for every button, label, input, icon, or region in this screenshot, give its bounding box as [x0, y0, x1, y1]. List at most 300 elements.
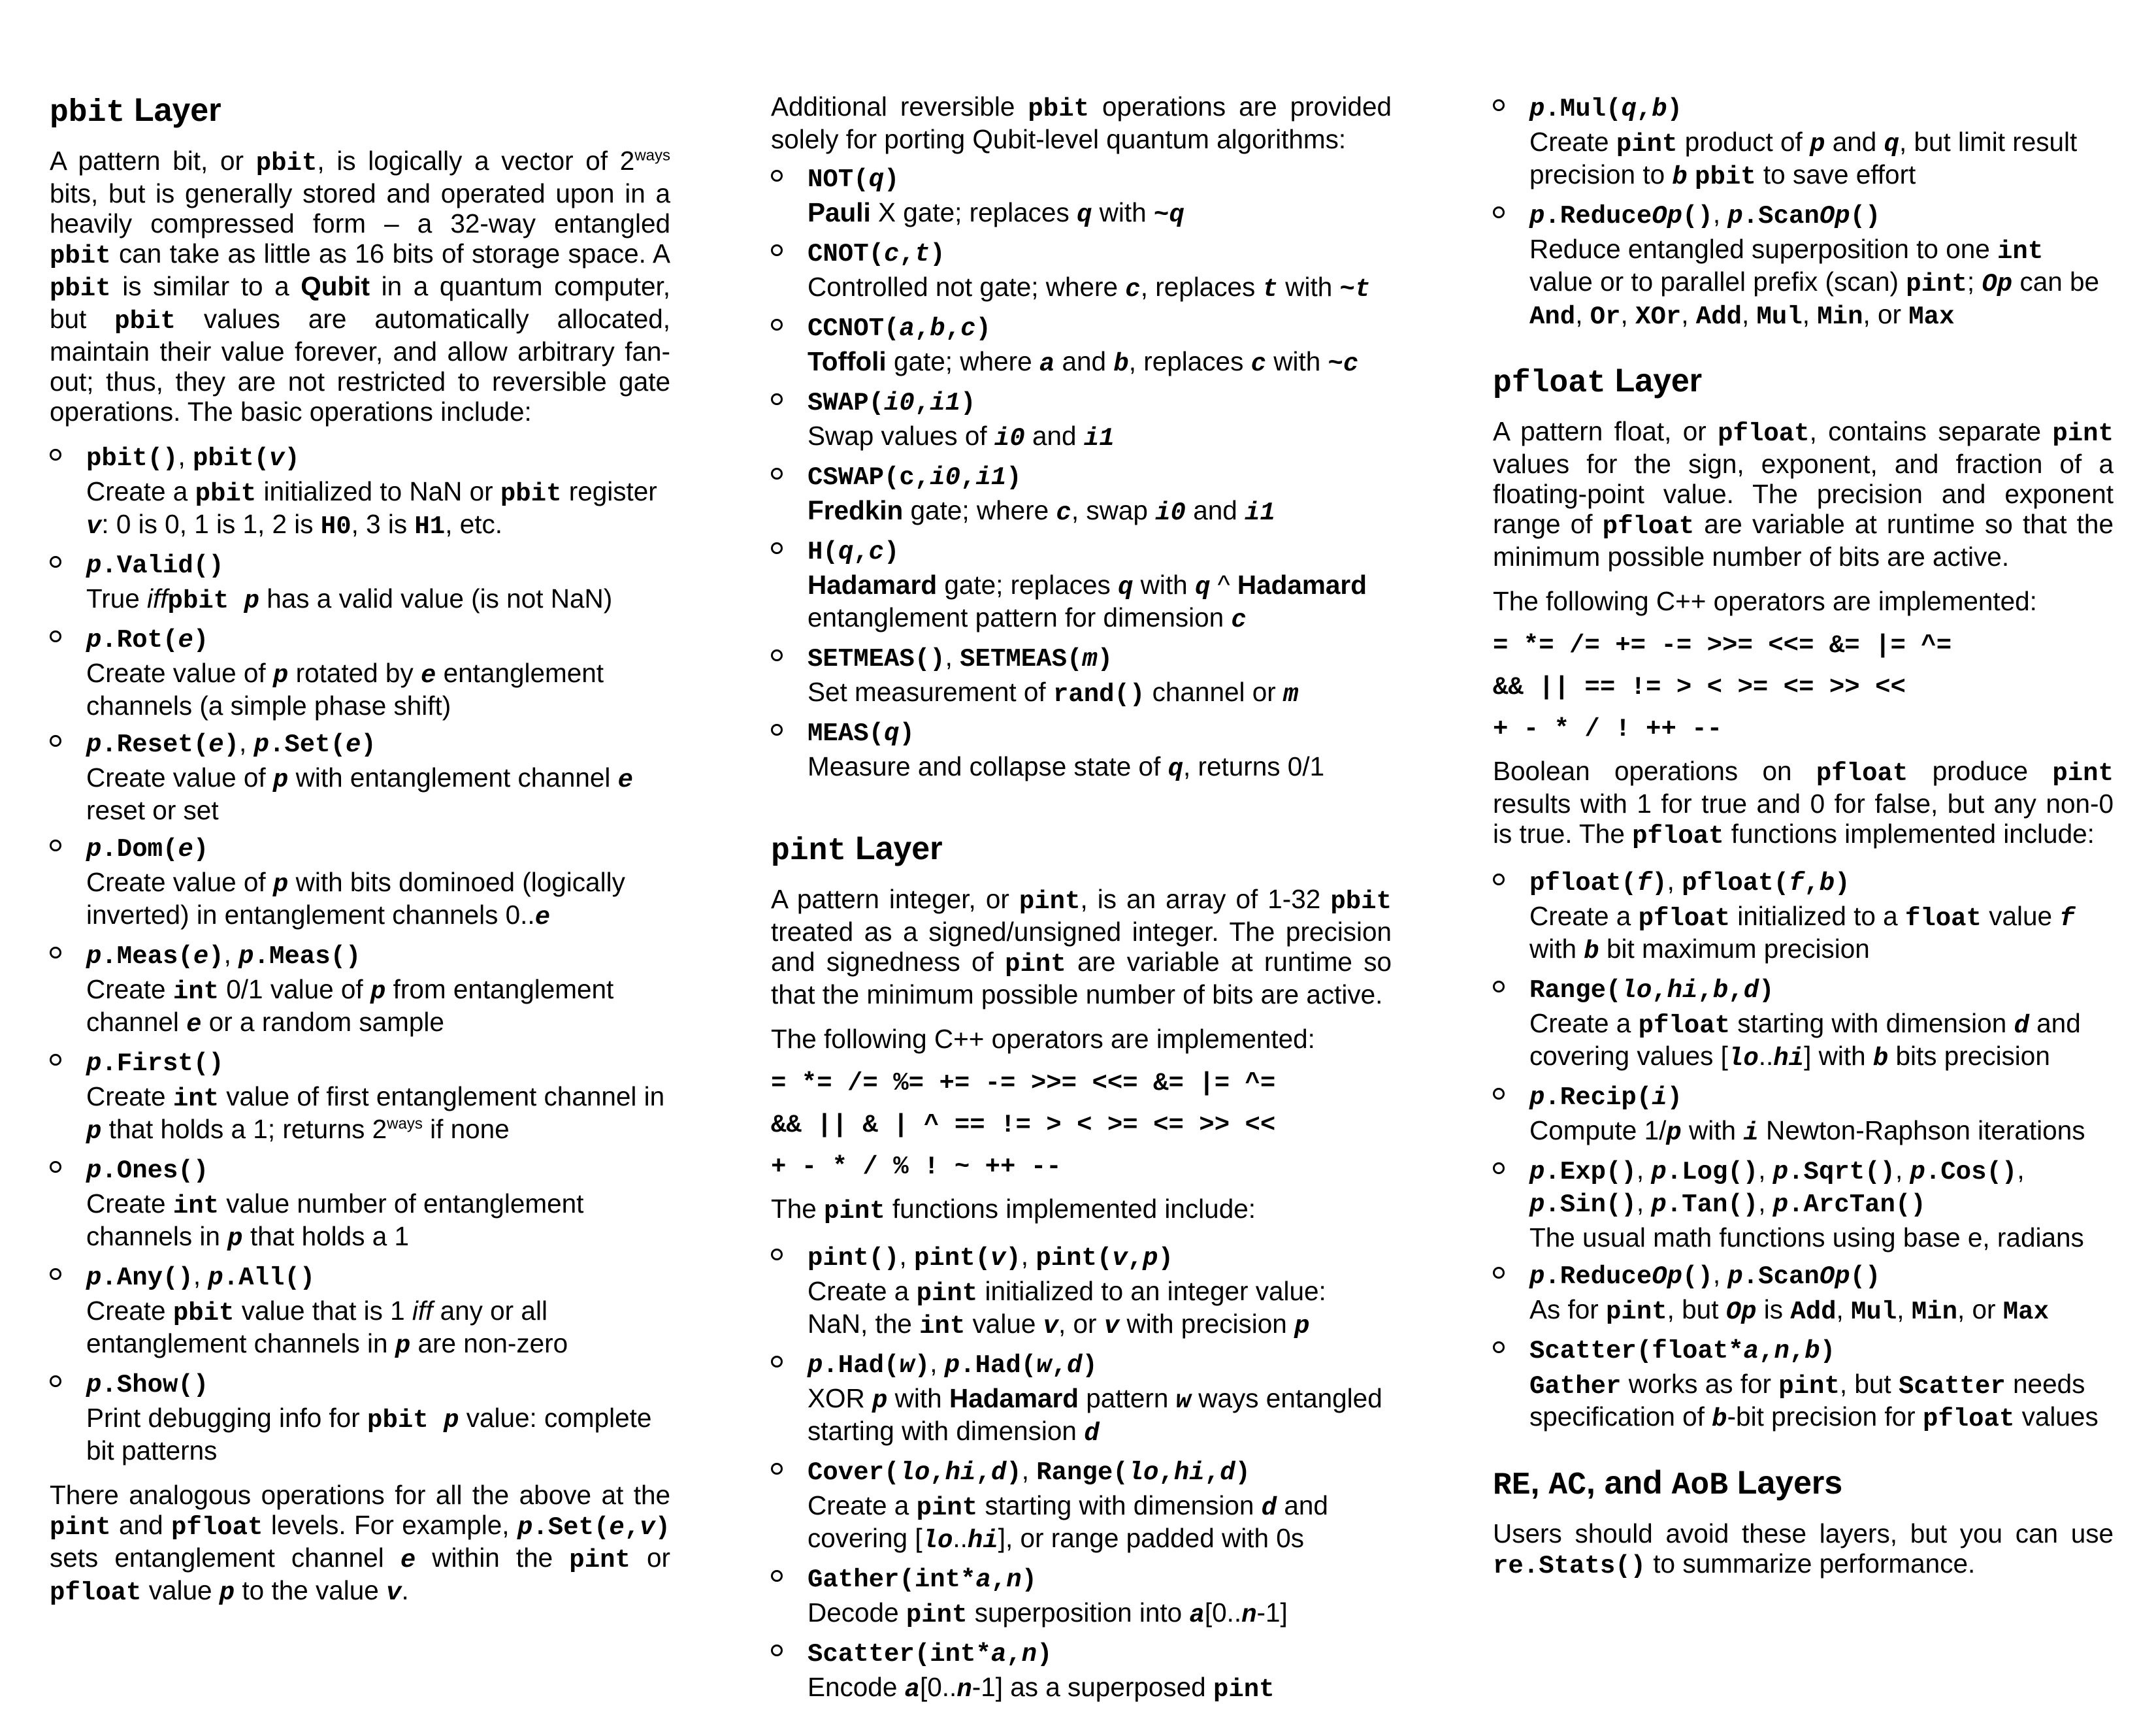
- superscript: ways: [634, 146, 670, 165]
- code-variable: i0: [930, 463, 961, 492]
- code-variable: p: [1529, 1262, 1545, 1291]
- code-text: ): [1820, 1337, 1836, 1366]
- text: X gate; replaces: [870, 197, 1077, 227]
- text: [1688, 159, 1695, 189]
- item-description: [808, 1276, 1392, 1341]
- code-text: .Recip(: [1544, 1083, 1652, 1112]
- code-text: pint: [2052, 419, 2114, 448]
- code-variable: q: [1621, 95, 1637, 123]
- code-text: ,: [1051, 1351, 1068, 1380]
- code-text: .Meas(): [253, 942, 361, 971]
- code-variable: e: [346, 730, 361, 759]
- code-variable: p: [872, 1386, 888, 1415]
- code-text: ,: [1158, 1458, 1174, 1487]
- code-text: CSWAP(c,: [808, 463, 930, 492]
- pfloat-function-list: [1493, 866, 2114, 1434]
- pint-operators-line-3: + - * / % ! ~ ++ --: [771, 1153, 1062, 1181]
- column-pbit: [50, 91, 670, 1622]
- text: to summarize performance.: [1646, 1548, 1976, 1579]
- code-text: ,: [624, 1513, 640, 1542]
- text: values: [2014, 1401, 2099, 1432]
- code-variable: p: [444, 1406, 459, 1435]
- pint-function-list: [771, 1241, 1392, 1705]
- text: are variable at runtime so that the minimum possible number of bits are active.: [771, 947, 1392, 1009]
- code-variable: d: [1067, 1351, 1083, 1380]
- code-text: ~: [1328, 350, 1343, 378]
- code-text: Or: [1590, 303, 1621, 331]
- item-description: [86, 762, 670, 825]
- code-variable: p: [227, 1224, 243, 1253]
- code-text: MEAS(: [808, 719, 885, 748]
- text: Newton-Raphson iterations: [1758, 1115, 2085, 1145]
- code-variable: i0: [994, 424, 1025, 453]
- text: functions implemented include:: [1723, 819, 2095, 849]
- code-variable: e: [208, 730, 224, 759]
- text: and: [1054, 346, 1114, 376]
- code-text: pint: [1778, 1372, 1840, 1401]
- text: and: [1825, 127, 1884, 157]
- text: ] with: [1804, 1041, 1873, 1071]
- code-text: ): [975, 314, 991, 343]
- section-gap: [771, 798, 1392, 830]
- code-variable: c: [1343, 350, 1359, 378]
- item-signature: [86, 441, 670, 474]
- text: -1] as a superposed: [972, 1672, 1213, 1702]
- text: with: [1529, 934, 1584, 964]
- list-item: [771, 162, 1392, 230]
- item-description: [1529, 901, 2114, 966]
- item-signature: [808, 385, 1392, 418]
- code-variable: p: [219, 1579, 235, 1607]
- text: within the: [416, 1543, 570, 1573]
- code-variable: b: [1652, 95, 1667, 123]
- list-item: [1493, 91, 2114, 192]
- text: Set measurement of: [808, 677, 1053, 707]
- text: [0..: [1204, 1597, 1242, 1628]
- code-variable: b: [1712, 1405, 1727, 1433]
- item-description: [1529, 127, 2114, 192]
- text: that holds a 1; returns 2: [101, 1114, 387, 1144]
- code-text: .All(): [223, 1264, 316, 1292]
- code-variable: hi: [967, 1526, 998, 1555]
- text: Create: [1529, 127, 1616, 157]
- code-variable: p: [1143, 1244, 1158, 1273]
- list-item: [50, 1260, 670, 1361]
- code-text: re.Stats(): [1493, 1552, 1646, 1580]
- code-variable: hi: [1173, 1458, 1205, 1487]
- code-text: ,: [1759, 1337, 1774, 1366]
- code-variable: e: [186, 1010, 202, 1039]
- item-signature: [1529, 199, 2114, 231]
- code-variable: i0: [1155, 499, 1186, 527]
- code-text: pint(: [913, 1244, 990, 1273]
- code-variable: p: [86, 1264, 102, 1292]
- code-variable: f: [1636, 869, 1652, 898]
- code-variable: p: [944, 1351, 960, 1380]
- code-variable: p: [1772, 1158, 1789, 1187]
- text: is: [1756, 1294, 1791, 1324]
- code-variable: p: [1910, 1158, 1925, 1187]
- code-text: .Exp(): [1544, 1158, 1637, 1187]
- pint-function-list-continued: [1493, 91, 2114, 332]
- code-variable: q: [884, 719, 900, 748]
- code-variable: p: [370, 977, 386, 1006]
- item-description: [808, 1597, 1392, 1630]
- code-text: pint: [569, 1546, 630, 1575]
- list-item: [1493, 1080, 2114, 1148]
- text: , and: [1586, 1464, 1672, 1501]
- code-text: Max: [1908, 303, 1955, 331]
- code-variable: p: [1529, 202, 1545, 231]
- text: ,: [239, 727, 254, 757]
- code-text: pfloat: [171, 1513, 263, 1542]
- code-text: ~: [1339, 275, 1355, 304]
- text: Create: [86, 1296, 173, 1326]
- text: and: [1024, 421, 1084, 451]
- code-variable: b: [930, 314, 945, 343]
- code-text: Range(: [1529, 976, 1622, 1005]
- code-text: .Sin(): [1544, 1190, 1637, 1219]
- item-description: [808, 1383, 1392, 1449]
- item-description: [808, 1672, 1392, 1705]
- text: and: [1185, 495, 1245, 525]
- list-item: [771, 385, 1392, 453]
- code-variable: p: [86, 1117, 102, 1146]
- text: ,: [1021, 1455, 1037, 1485]
- code-variable: d: [1743, 976, 1759, 1005]
- item-description: [1529, 234, 2114, 332]
- text: can be: [2012, 267, 2100, 297]
- code-variable: lo: [899, 1458, 930, 1487]
- code-text: ~: [1153, 201, 1169, 229]
- text: initialized to an integer value: NaN, the: [808, 1276, 1326, 1339]
- code-text: ): [1158, 1244, 1173, 1273]
- list-item: [771, 1241, 1392, 1341]
- code-variable: v: [640, 1513, 655, 1542]
- item-signature: [808, 1562, 1392, 1595]
- text: Print debugging info for: [86, 1403, 368, 1433]
- bold-text: Toffoli: [808, 346, 887, 376]
- item-signature: [86, 727, 670, 760]
- code-variable: v: [1112, 1244, 1128, 1273]
- code-variable: b: [1805, 1337, 1820, 1366]
- code-variable: c: [960, 314, 976, 343]
- text: bits, but is generally stored and operated upon in a heavily compressed form – a 32-way entangled: [50, 178, 670, 238]
- code-text: AoB: [1671, 1468, 1729, 1503]
- list-item: [50, 1046, 670, 1147]
- code-text: ): [655, 1513, 671, 1542]
- text: .: [401, 1575, 409, 1605]
- text: Create value of: [86, 658, 273, 688]
- text: works as for: [1621, 1369, 1779, 1399]
- code-text: .Dom(: [101, 835, 178, 864]
- code-variable: p: [1666, 1119, 1682, 1147]
- code-variable: b: [1819, 869, 1835, 898]
- text: and covering [: [808, 1490, 1328, 1553]
- list-item: [771, 1348, 1392, 1449]
- code-text: H1: [414, 512, 446, 541]
- code-variable: p: [1651, 1190, 1667, 1219]
- text: value of first entanglement channel in: [219, 1081, 665, 1111]
- text: with: [1681, 1115, 1744, 1145]
- text: 0/1 value of: [219, 974, 370, 1004]
- code-text: ): [223, 730, 240, 759]
- code-variable: p: [238, 942, 254, 971]
- code-text: ): [1037, 1640, 1053, 1669]
- code-text: .ArcTan(): [1788, 1190, 1926, 1219]
- text: Boolean operations on: [1493, 756, 1816, 786]
- item-description: [1529, 1222, 2114, 1252]
- text: ,: [1758, 1154, 1773, 1185]
- code-variable: q: [1194, 573, 1211, 602]
- code-variable: t: [1262, 275, 1278, 304]
- text: ,: [1620, 299, 1636, 329]
- list-item: [50, 939, 670, 1040]
- text: ,: [899, 1241, 914, 1271]
- code-text: Min: [1911, 1298, 1957, 1326]
- text: bit maximum precision: [1599, 934, 1870, 964]
- text: with: [1277, 272, 1340, 302]
- text: ways entangled starting with dimension: [808, 1383, 1382, 1446]
- code-variable: e: [420, 661, 436, 690]
- code-variable: Op: [1819, 1262, 1850, 1291]
- code-text: ,: [1804, 869, 1820, 898]
- item-signature: [808, 642, 1392, 674]
- code-variable: t: [914, 240, 930, 269]
- italic-text: iff: [412, 1296, 433, 1326]
- code-variable: p: [1810, 130, 1825, 159]
- code-text: ,: [960, 463, 976, 492]
- text: , contains separate: [1809, 416, 2053, 446]
- item-signature: [86, 548, 670, 581]
- code-text: pbit: [114, 307, 176, 336]
- text: treated as a signed/unsigned integer. The precision and signedness of: [771, 917, 1392, 977]
- code-text: .Mul(: [1544, 95, 1622, 123]
- code-variable: hi: [1773, 1044, 1805, 1073]
- text: value: [965, 1309, 1043, 1339]
- item-description: [1529, 1008, 2114, 1073]
- code-variable: a: [904, 1675, 921, 1704]
- pint-functions-label: [771, 1194, 1392, 1226]
- code-text: ,: [1728, 976, 1744, 1005]
- code-text: pfloat: [50, 1579, 142, 1607]
- re-ac-aob-layers-heading: [1493, 1464, 2114, 1504]
- code-text: .Reset(: [101, 730, 209, 759]
- code-text: (): [1682, 202, 1713, 231]
- list-item: [771, 1637, 1392, 1705]
- code-text: Gather: [1529, 1372, 1622, 1401]
- code-variable: a: [899, 314, 915, 343]
- text: As for: [1529, 1294, 1607, 1324]
- text: Users should avoid these layers, but you can use: [1493, 1518, 2114, 1548]
- text: ,: [1712, 199, 1728, 229]
- section-gap: [1493, 346, 2114, 362]
- list-item: [771, 237, 1392, 304]
- code-variable: b: [1712, 976, 1729, 1005]
- pbit-layer-heading: pbit Layer: [50, 91, 221, 131]
- code-text: ): [1652, 869, 1667, 898]
- text: with: [1092, 197, 1154, 227]
- column-pfloat: [1493, 91, 2114, 1596]
- code-text: ): [884, 165, 900, 194]
- code-text: .Ones(): [101, 1156, 209, 1185]
- code-text: pfloat: [1638, 1011, 1731, 1040]
- code-text: ,: [914, 389, 930, 417]
- code-text: ): [884, 538, 900, 566]
- text: Encode: [808, 1672, 905, 1702]
- code-text: ): [1097, 645, 1113, 674]
- code-text: CCNOT(: [808, 314, 900, 343]
- text: produce: [1908, 756, 2053, 786]
- text: sets entanglement channel: [50, 1543, 400, 1573]
- code-variable: p: [1727, 202, 1743, 231]
- code-text: ): [914, 1351, 930, 1380]
- code-text: pint(: [1036, 1244, 1113, 1273]
- code-variable: i1: [930, 389, 961, 417]
- code-text: ): [208, 942, 224, 971]
- code-text: pint: [1019, 887, 1081, 916]
- code-variable: n: [1006, 1565, 1022, 1594]
- code-variable: i1: [1245, 499, 1275, 527]
- text: reset or set: [86, 795, 219, 825]
- code-variable: m: [1283, 680, 1299, 709]
- code-text: .Tan(): [1666, 1190, 1759, 1219]
- pbit-intro: [50, 146, 670, 427]
- code-text: ): [1759, 976, 1774, 1005]
- text: ,: [1897, 1294, 1912, 1324]
- text: ,: [1802, 299, 1818, 329]
- item-description: [1529, 1369, 2114, 1434]
- text: Controlled not gate; where: [808, 272, 1126, 302]
- code-variable: b: [1113, 350, 1129, 378]
- code-text: ,: [975, 1458, 991, 1487]
- pint-intro: [771, 884, 1392, 1009]
- code-variable: p: [272, 661, 289, 690]
- text: ^: [1210, 570, 1237, 600]
- italic-text: iff: [147, 583, 168, 614]
- code-text: Add: [1790, 1298, 1837, 1326]
- item-signature: [1529, 91, 2114, 124]
- text: gate; replaces: [937, 570, 1118, 600]
- code-text: H(: [808, 538, 838, 566]
- item-description: [808, 1490, 1392, 1556]
- code-variable: e: [617, 766, 634, 794]
- text: to the value: [235, 1575, 387, 1605]
- item-description: [86, 1403, 670, 1465]
- text: superposition into: [967, 1597, 1190, 1628]
- list-item: [1493, 973, 2114, 1073]
- item-description: [808, 495, 1392, 528]
- code-text: pfloat(: [1682, 869, 1789, 898]
- text: rotated by: [288, 658, 421, 688]
- code-variable: p: [253, 730, 269, 759]
- code-variable: lo: [1621, 976, 1652, 1005]
- text: Create: [86, 974, 173, 1004]
- code-text: pbit(: [192, 444, 269, 473]
- text: ,: [1530, 1464, 1549, 1501]
- item-signature: [1529, 866, 2114, 898]
- code-text: pbit: [1695, 163, 1756, 191]
- text: Swap values of: [808, 421, 994, 451]
- pfloat-layer-heading: pfloat Layer: [1493, 362, 1703, 401]
- text: ,: [178, 441, 193, 471]
- code-text: And: [1529, 303, 1576, 331]
- code-text: pint: [1213, 1675, 1275, 1704]
- code-text: SETMEAS(): [808, 645, 945, 674]
- text: value that is 1: [234, 1296, 412, 1326]
- text: Reduce entangled superposition to one: [1529, 234, 1998, 264]
- list-item: [1493, 199, 2114, 332]
- code-variable: a: [975, 1565, 991, 1594]
- text: channel or: [1145, 677, 1284, 707]
- code-text: int: [1997, 237, 2044, 266]
- code-text: ,: [945, 314, 961, 343]
- code-variable: n: [1774, 1337, 1789, 1366]
- text: -bit precision for: [1727, 1401, 1923, 1432]
- code-text: ,: [1636, 95, 1652, 123]
- code-text: rand(): [1053, 680, 1145, 709]
- text: , replaces: [1140, 272, 1263, 302]
- code-variable: w: [899, 1351, 915, 1380]
- code-text: ): [1082, 1351, 1098, 1380]
- code-variable: p: [1727, 1262, 1743, 1291]
- text: XOR: [808, 1383, 873, 1413]
- code-text: ,: [914, 314, 930, 343]
- text: ,: [1667, 866, 1682, 896]
- code-text: RE: [1493, 1468, 1531, 1503]
- code-variable: d: [990, 1458, 1007, 1487]
- code-variable: Op: [1652, 1262, 1683, 1291]
- text: [0..: [920, 1672, 957, 1702]
- text: , or: [1957, 1294, 2003, 1324]
- code-text: ): [930, 240, 945, 269]
- text: starting with dimension: [977, 1490, 1262, 1520]
- code-variable: q: [1076, 201, 1092, 229]
- text: True: [86, 583, 148, 614]
- text: in a quantum computer, but: [50, 271, 670, 334]
- text: : 0 is 0, 1 is 1, 2 is: [101, 509, 321, 539]
- item-description: [86, 867, 670, 932]
- text: that holds a 1: [242, 1221, 409, 1251]
- code-variable: e: [193, 942, 209, 971]
- item-signature: [86, 1367, 670, 1400]
- text: Layers: [1728, 1464, 1843, 1501]
- code-text: pbit: [500, 480, 562, 508]
- pfloat-operators-label: The following C++ operators are implemented:: [1493, 586, 2037, 616]
- code-variable: f: [2059, 904, 2075, 933]
- code-variable: p: [1772, 1190, 1789, 1219]
- code-variable: d: [2014, 1011, 2029, 1040]
- code-text: ): [284, 444, 300, 473]
- text: with: [887, 1383, 949, 1413]
- text: results with 1 for true and 0 for false, but any non-0 is true. The: [1493, 789, 2114, 849]
- item-description: [808, 570, 1392, 635]
- code-text: pint: [824, 1197, 885, 1226]
- pfloat-operators-line-1: = *= /= += -= >>= <<= &= |= ^=: [1493, 631, 1952, 660]
- pint-operators-line-2: && || & | ^ == != > < >= <= >> <<: [771, 1111, 1276, 1139]
- code-variable: d: [1261, 1494, 1277, 1522]
- code-variable: v: [386, 1579, 402, 1607]
- text: ], or range padded with 0s: [998, 1523, 1305, 1553]
- code-variable: i: [1743, 1119, 1759, 1147]
- code-text: Cover(: [808, 1458, 900, 1487]
- code-variable: p: [1294, 1312, 1310, 1341]
- pbit-outro: [50, 1480, 670, 1608]
- code-variable: Op: [1819, 202, 1850, 231]
- text: or a random sample: [201, 1007, 444, 1037]
- code-text: .Had(: [960, 1351, 1037, 1380]
- code-variable: p: [86, 1371, 102, 1400]
